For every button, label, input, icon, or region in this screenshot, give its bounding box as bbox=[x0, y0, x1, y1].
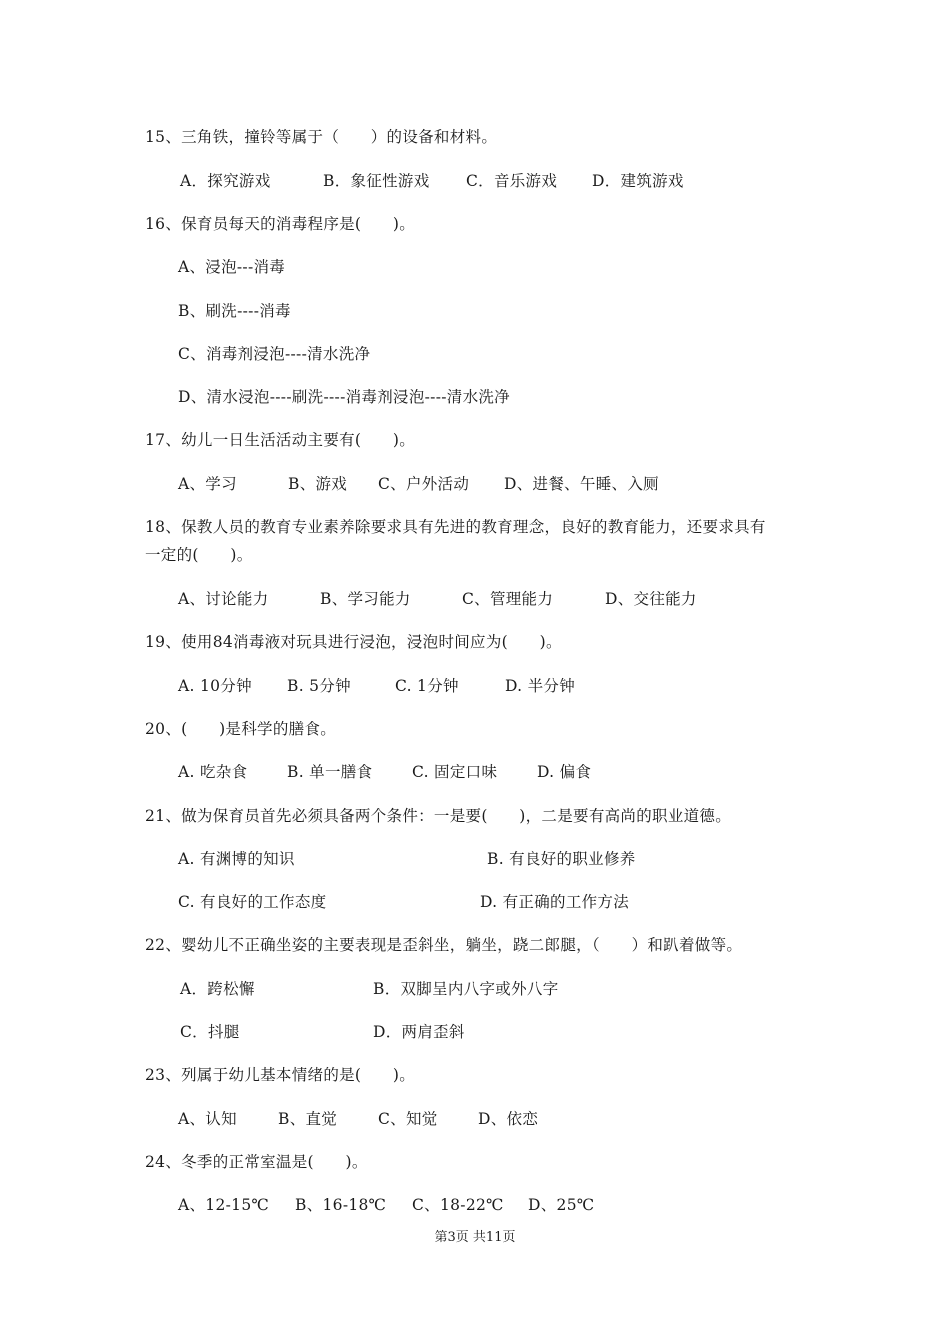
q17-option-b: B、游戏 bbox=[288, 475, 348, 493]
q20-option-c: C. 固定口味 bbox=[412, 763, 498, 781]
q19-option-b: B. 5分钟 bbox=[287, 677, 351, 695]
q21-option-c: C. 有良好的工作态度 bbox=[178, 893, 327, 911]
question-23-stem: 23、列属于幼儿基本情绪的是( )。 bbox=[145, 1066, 416, 1084]
question-18-stem-line2: 一定的( )。 bbox=[145, 546, 253, 564]
q21-option-a: A. 有渊博的知识 bbox=[178, 850, 295, 868]
question-19-stem: 19、使用84消毒液对玩具进行浸泡，浸泡时间应为( )。 bbox=[145, 633, 562, 651]
question-18-stem-line1: 18、保教人员的教育专业素养除要求具有先进的教育理念，良好的教育能力，还要求具有 bbox=[145, 518, 766, 536]
q24-option-c: C、18-22℃ bbox=[412, 1196, 504, 1214]
q24-option-b: B、16-18℃ bbox=[295, 1196, 387, 1214]
q15-option-c: C．音乐游戏 bbox=[466, 172, 558, 190]
q15-option-d: D．建筑游戏 bbox=[592, 172, 684, 190]
q22-option-d: D．两肩歪斜 bbox=[373, 1023, 465, 1041]
q23-option-d: D、依恋 bbox=[478, 1110, 539, 1128]
q20-option-a: A. 吃杂食 bbox=[178, 763, 248, 781]
q18-option-c: C、管理能力 bbox=[462, 590, 554, 608]
q19-option-c: C. 1分钟 bbox=[395, 677, 459, 695]
question-24-stem: 24、冬季的正常室温是( )。 bbox=[145, 1153, 368, 1171]
q20-option-b: B. 单一膳食 bbox=[287, 763, 373, 781]
q18-option-a: A、讨论能力 bbox=[178, 590, 269, 608]
page-number-footer: 第3页 共11页 bbox=[434, 1230, 516, 1245]
q15-option-b: B．象征性游戏 bbox=[323, 172, 430, 190]
q16-option-a: A、浸泡---消毒 bbox=[178, 258, 286, 276]
q24-option-a: A、12-15℃ bbox=[178, 1196, 270, 1214]
q23-option-a: A、认知 bbox=[178, 1110, 237, 1128]
q17-option-a: A、学习 bbox=[178, 475, 237, 493]
q18-option-d: D、交往能力 bbox=[605, 590, 697, 608]
q22-option-c: C．抖腿 bbox=[180, 1023, 240, 1041]
question-17-stem: 17、幼儿一日生活活动主要有( )。 bbox=[145, 431, 416, 449]
q23-option-b: B、直觉 bbox=[278, 1110, 338, 1128]
q17-option-c: C、户外活动 bbox=[378, 475, 470, 493]
q23-option-c: C、知觉 bbox=[378, 1110, 438, 1128]
q24-option-d: D、25℃ bbox=[528, 1196, 595, 1214]
question-21-stem: 21、做为保育员首先必须具备两个条件：一是要( )，二是要有高尚的职业道德。 bbox=[145, 807, 732, 825]
q22-option-a: A．跨松懈 bbox=[180, 980, 255, 998]
question-15-stem: 15、三角铁，撞铃等属于（ ）的设备和材料。 bbox=[145, 128, 498, 146]
q18-option-b: B、学习能力 bbox=[320, 590, 411, 608]
q22-option-b: B．双脚呈内八字或外八字 bbox=[373, 980, 559, 998]
q20-option-d: D. 偏食 bbox=[537, 763, 592, 781]
question-22-stem: 22、婴幼儿不正确坐姿的主要表现是歪斜坐，躺坐，跷二郎腿，（ ）和趴着做等。 bbox=[145, 936, 743, 954]
question-16-stem: 16、保育员每天的消毒程序是( )。 bbox=[145, 215, 416, 233]
q17-option-d: D、进餐、午睡、入厕 bbox=[504, 475, 659, 493]
q15-option-a: A．探究游戏 bbox=[180, 172, 271, 190]
q16-option-d: D、清水浸泡----刷洗----消毒剂浸泡----清水洗净 bbox=[178, 388, 510, 406]
q16-option-b: B、刷洗----消毒 bbox=[178, 302, 291, 320]
q16-option-c: C、消毒剂浸泡----清水洗净 bbox=[178, 345, 371, 363]
q19-option-d: D. 半分钟 bbox=[505, 677, 576, 695]
question-20-stem: 20、( )是科学的膳食。 bbox=[145, 720, 337, 738]
q19-option-a: A. 10分钟 bbox=[178, 677, 252, 695]
q21-option-b: B. 有良好的职业修养 bbox=[487, 850, 636, 868]
q21-option-d: D. 有正确的工作方法 bbox=[480, 893, 630, 911]
